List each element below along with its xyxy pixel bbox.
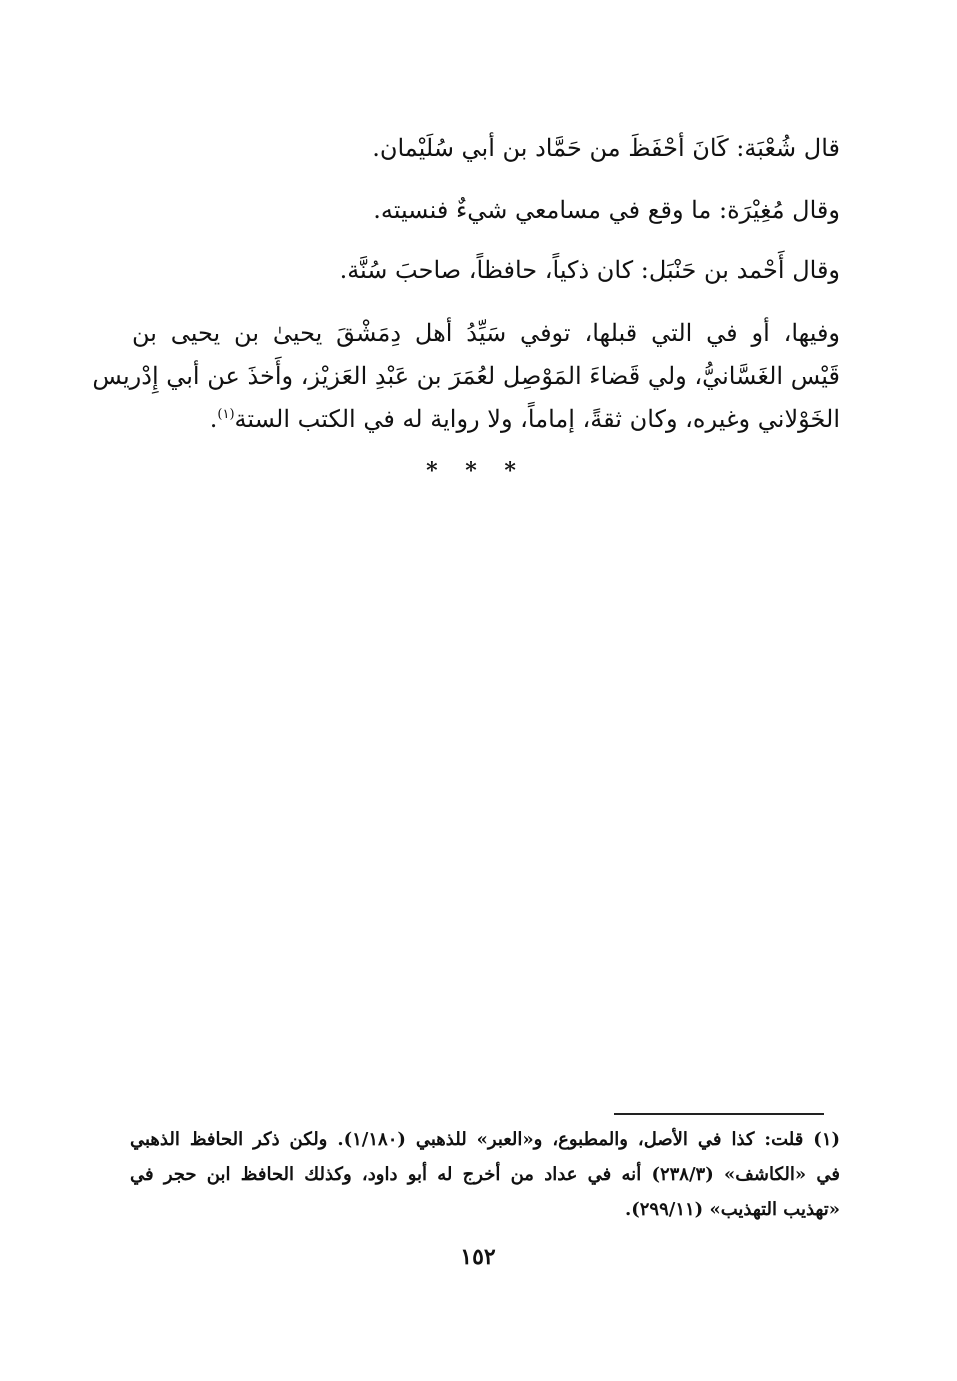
paragraph-ahmad-quote (132, 250, 840, 290)
footnote-reference[interactable]: (١) (217, 407, 235, 422)
paragraph-yahya-biography (92, 312, 840, 441)
sentence-period: . (209, 405, 218, 433)
paragraph-text: قال شُعْبَة: كَانَ أحْفَظَ من حَمَّاد بن أبي سُلَيْمان. (372, 134, 840, 162)
paragraph-line: قَيْس الغَسَّانيُّ، ولي قَضاءَ المَوْصِل لعُمَرَ بن عَبْدِ العَزيْز، وأَخذَ عن أبي إِدْريس (92, 362, 840, 390)
paragraph-text: وقال مُغِيْرَة: ما وقع في مسامعي شيءٌ فنسيته. (373, 196, 840, 224)
footnote-line: في «الكاشف» (٢٣٨/٣) أنه في عداد من أخرج له أبو داود، وكذلك الحافظ ابن حجر في (130, 1164, 840, 1185)
paragraph-line: الخَوْلاني وغيره، وكان ثقةً، إماماً، ولا رواية له في الكتب الستة (234, 405, 840, 433)
footnote-line: (١) قلت: كذا في الأصل، والمطبوع، و«العبر» للذهبي (١/١٨٠). ولكن ذكر الحافظ الذهبي (130, 1129, 841, 1150)
footnote-line: «تهذيب التهذيب» (٢٩٩/١١). (624, 1199, 840, 1220)
paragraph-mughira-quote (132, 190, 840, 230)
footnote-divider (614, 1113, 824, 1115)
section-separator: * * * (426, 458, 526, 484)
page-number: ١٥٢ (460, 1244, 496, 1270)
paragraph-last-line (132, 398, 840, 441)
footnote-1 (130, 1122, 840, 1227)
paragraph-shubah-quote (132, 128, 840, 168)
paragraph-text: وقال أَحْمد بن حَنْبَل: كان ذكياً، حافظاً، صاحبَ سُنَّة. (339, 256, 840, 284)
paragraph-line: وفيها، أو في التي قبلها، توفي سَيِّدُ أهل دِمَشْقَ يحيىٰ بن يحيى بن (132, 319, 840, 347)
